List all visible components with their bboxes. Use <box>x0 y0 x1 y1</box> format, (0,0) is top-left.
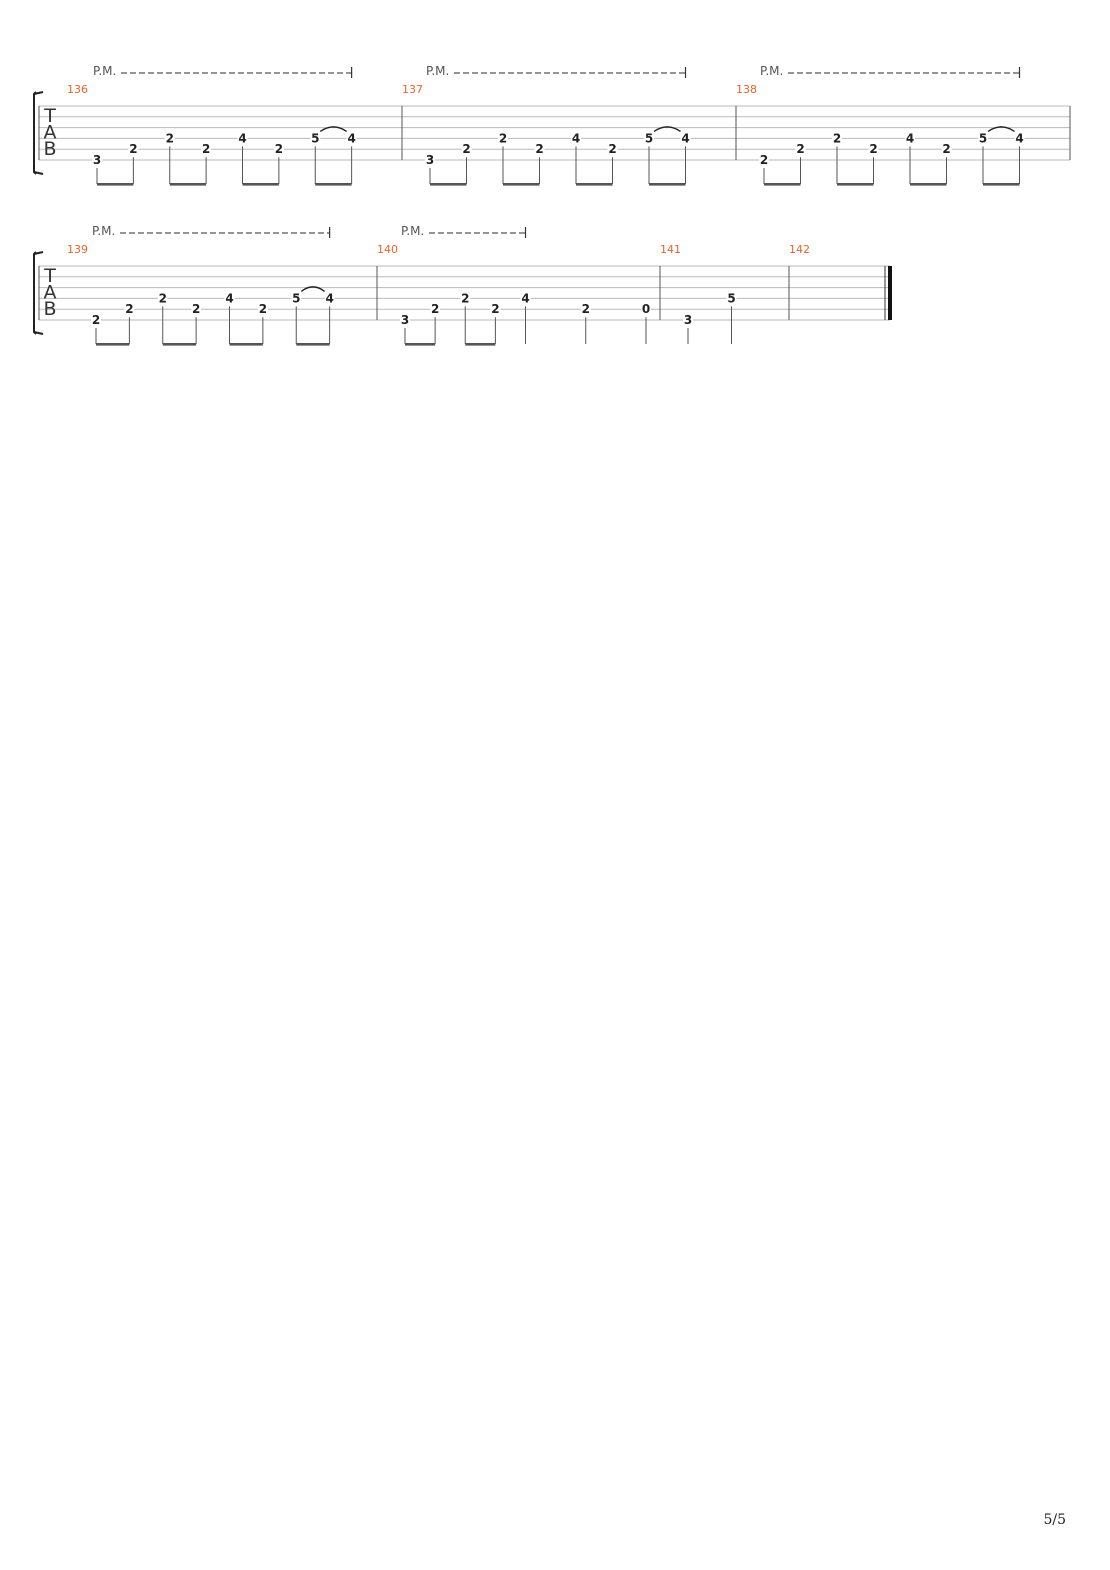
system-bracket <box>34 92 36 174</box>
fret-number: 2 <box>491 302 500 317</box>
note-beam <box>97 183 133 186</box>
note-beam <box>430 183 467 186</box>
fret-number: 5 <box>292 291 301 306</box>
tab-clef-letter: A <box>43 281 57 304</box>
fret-number: 2 <box>796 142 805 157</box>
staff-systems <box>34 64 1070 346</box>
fret-number: 2 <box>125 302 134 317</box>
fret-number: 3 <box>683 313 693 327</box>
palm-mute-label: P.M. <box>401 224 425 238</box>
note-beam <box>576 183 613 186</box>
fret-number: 4 <box>238 131 247 146</box>
staff-system <box>34 224 892 346</box>
measure-number: 137 <box>402 83 423 96</box>
measure-138 <box>736 83 1070 186</box>
page-number: 5/5 <box>1043 1512 1066 1528</box>
tab-clef-letter: A <box>43 121 57 144</box>
measure-number: 138 <box>736 83 757 96</box>
fret-number: 5 <box>644 131 654 146</box>
fret-number: 0 <box>641 302 651 317</box>
fret-number: 4 <box>681 131 690 146</box>
note-beam <box>163 343 196 346</box>
fret-number: 2 <box>274 142 284 157</box>
fret-number: 4 <box>325 291 334 306</box>
fret-number: 2 <box>158 291 167 306</box>
system-bracket <box>34 252 36 334</box>
note-beam <box>405 343 435 346</box>
tab-clef-letter: T <box>44 105 56 127</box>
fret-number: 2 <box>461 291 470 306</box>
fret-number: 2 <box>201 142 211 157</box>
fret-number: 4 <box>347 131 356 146</box>
fret-number: 2 <box>608 142 617 157</box>
note-beam <box>837 183 874 186</box>
measure-137 <box>402 83 736 186</box>
fret-number: 5 <box>978 131 988 146</box>
note-beam <box>910 183 947 186</box>
fret-number: 2 <box>191 302 201 317</box>
fret-number: 4 <box>521 291 530 306</box>
fret-number: 2 <box>165 131 174 146</box>
measure-number: 136 <box>67 83 88 96</box>
palm-mute-label: P.M. <box>93 64 117 78</box>
fret-number: 5 <box>727 291 736 306</box>
fret-number: 3 <box>400 313 410 327</box>
tab-clef-letter: B <box>43 298 57 320</box>
note-beam <box>96 343 129 346</box>
fret-number: 5 <box>311 131 320 146</box>
note-beam <box>315 183 351 186</box>
fret-number: 2 <box>759 153 769 167</box>
fret-number: 2 <box>129 142 138 157</box>
fret-number: 2 <box>462 142 471 157</box>
tab-clef-letter: T <box>44 265 56 287</box>
measure-number: 140 <box>377 243 398 256</box>
measure-136 <box>67 83 402 186</box>
note-beam <box>230 343 263 346</box>
fret-number: 4 <box>905 131 915 146</box>
fret-number: 2 <box>498 131 508 146</box>
fret-number: 2 <box>430 302 440 317</box>
fret-number: 2 <box>581 302 590 317</box>
measure-number: 142 <box>789 243 810 256</box>
fret-number: 2 <box>258 302 268 317</box>
note-beam <box>243 183 279 186</box>
note-beam <box>170 183 206 186</box>
fret-number: 4 <box>225 291 234 306</box>
note-beam <box>764 183 801 186</box>
fret-number: 2 <box>535 142 544 157</box>
note-beam <box>649 183 686 186</box>
fret-number: 3 <box>425 153 435 167</box>
measure-number: 141 <box>660 243 681 256</box>
measure-number: 139 <box>67 243 88 256</box>
palm-mute-label: P.M. <box>92 224 116 238</box>
fret-number: 2 <box>91 313 101 327</box>
fret-number: 2 <box>942 142 951 157</box>
staff-system <box>34 64 1070 186</box>
fret-number: 2 <box>869 142 878 157</box>
note-beam <box>296 343 329 346</box>
measure-140 <box>377 243 660 346</box>
palm-mute-label: P.M. <box>426 64 450 78</box>
measure-141 <box>660 243 789 344</box>
final-barline-thick <box>888 266 892 320</box>
fret-number: 2 <box>832 131 842 146</box>
measure-139 <box>67 243 377 346</box>
note-beam <box>983 183 1020 186</box>
tab-clef-letter: B <box>43 138 57 160</box>
note-beam <box>503 183 540 186</box>
note-beam <box>465 343 495 346</box>
fret-number: 3 <box>92 153 102 167</box>
measure-142 <box>789 243 892 320</box>
palm-mute-label: P.M. <box>760 64 784 78</box>
fret-number: 4 <box>571 131 581 146</box>
fret-number: 4 <box>1015 131 1024 146</box>
